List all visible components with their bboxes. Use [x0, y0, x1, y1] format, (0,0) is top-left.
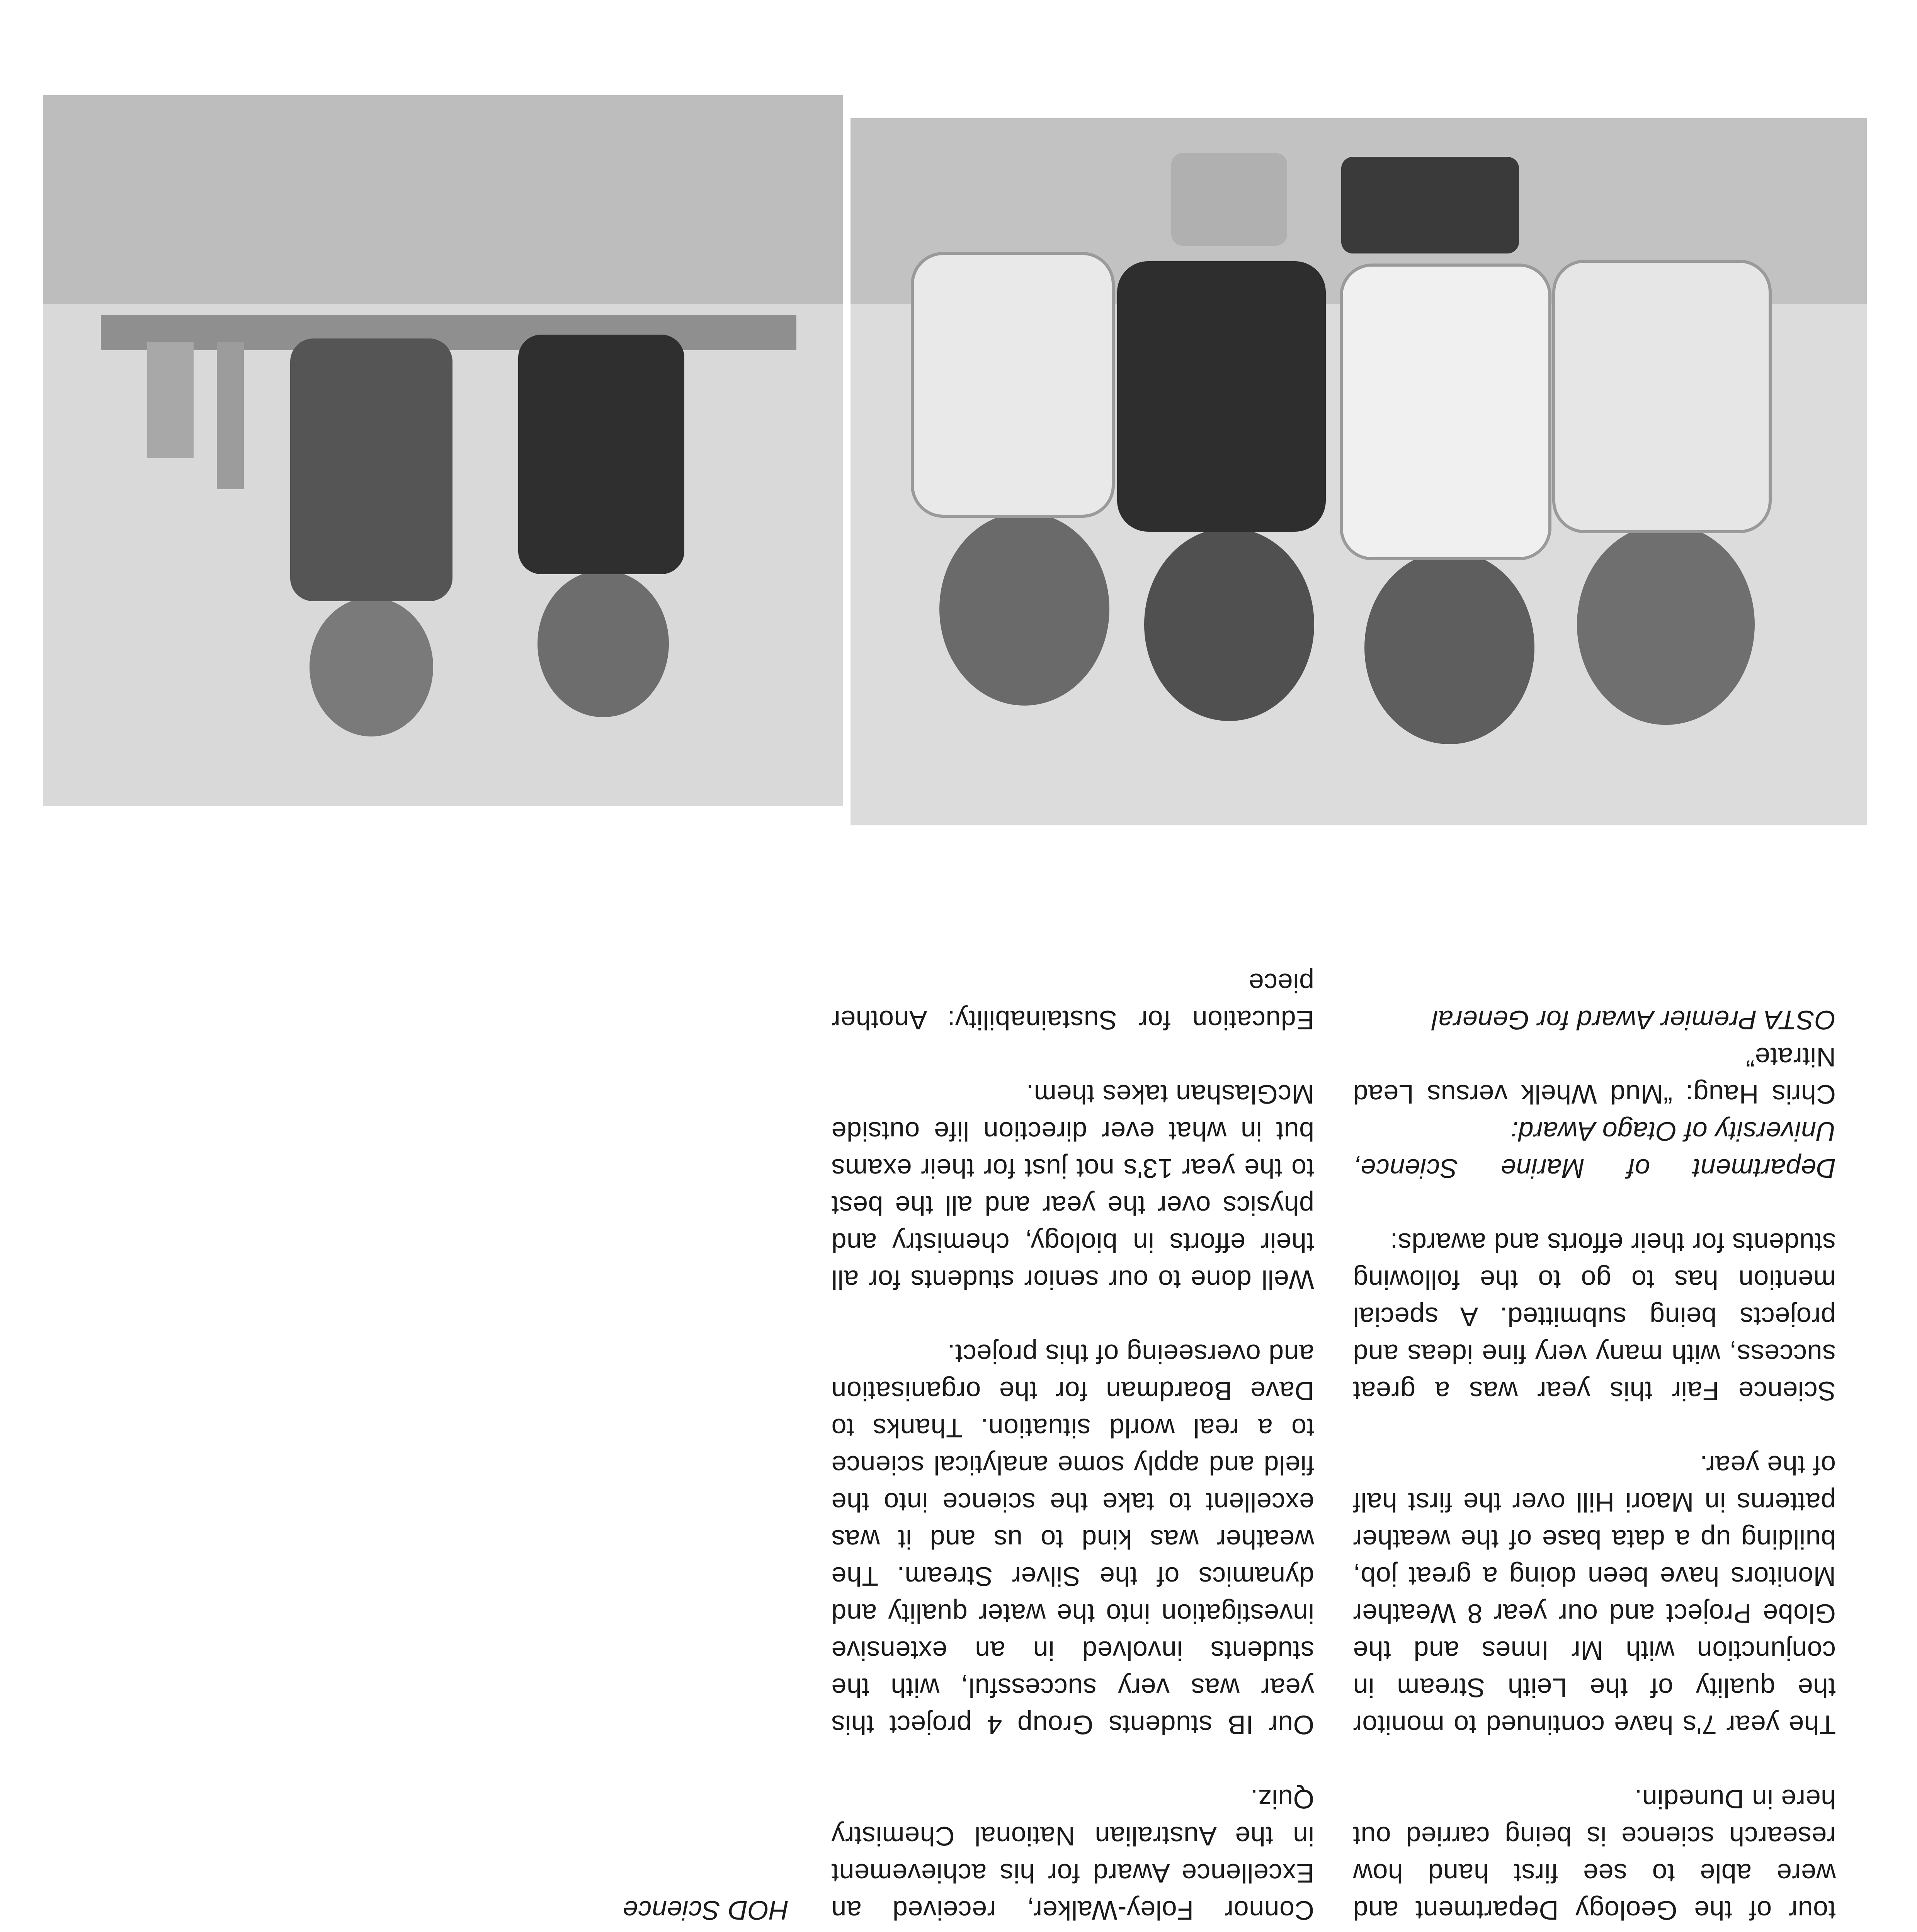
- article-column-1: [1353, 1002, 1836, 1932]
- signature-name: [306, 1929, 789, 1932]
- article-column-3: [306, 1892, 789, 1932]
- paragraph: The year 7's have continued to monitor the quality of the Leith Stream in conjunction with Mr Innes and the Globe Project and our year 8 Weather Monitors have been doing a great job, building up a data base of the weather patterns in Maori Hill over the first half of the year.: [1353, 1450, 1836, 1740]
- award-title: Department of Marine Science, University of Otago Award:: [1353, 1116, 1836, 1184]
- paragraph: Education for Sustainability: Another piece: [831, 968, 1314, 1035]
- photo-students-lab-bench: [43, 95, 843, 806]
- signature-role: HOD Science: [623, 1895, 789, 1925]
- paragraph: Well done to our senior students for all their efforts in biology, chemistry and physics over the year and all the best to the year 13's not just for their exams but in what ever direction life outside McGlashan takes them.: [831, 1079, 1314, 1295]
- award-detail: Chris Haug: “Mud Whelk versus Lead Nitrate”: [1353, 1042, 1836, 1109]
- article-column-2: [831, 964, 1314, 1932]
- photo-students-group: [850, 118, 1867, 825]
- award-title: OSTA Premier Award for General: [1432, 1005, 1836, 1035]
- paragraph: tour of the Geology Department and were able to see first hand how research science is being carried out here in Dunedin.: [1353, 1784, 1836, 1925]
- paragraph: Our IB students Group 4 project this year was very successful, with the students involved in an extensive investigation into the water quality and dynamics of the Silver Stream. The weather was kind to us and it was excellent to take the science into the field and apply some analytical science to a real world situation. Thanks to Dave Boardman for the organisation and overseeing of this project.: [831, 1339, 1314, 1740]
- paragraph: Science Fair this year was a great success, with many very fine ideas and projects being submitted. A special mention has to go to the following students for their efforts and awards:: [1353, 1228, 1836, 1406]
- photo-students-group-graphic: [850, 118, 1867, 825]
- photo-students-lab-bench-graphic: [43, 95, 843, 806]
- paragraph: Connor Foley-Walker, received an Excellence Award for his achievement in the Australian National Chemistry Quiz.: [831, 1784, 1314, 1925]
